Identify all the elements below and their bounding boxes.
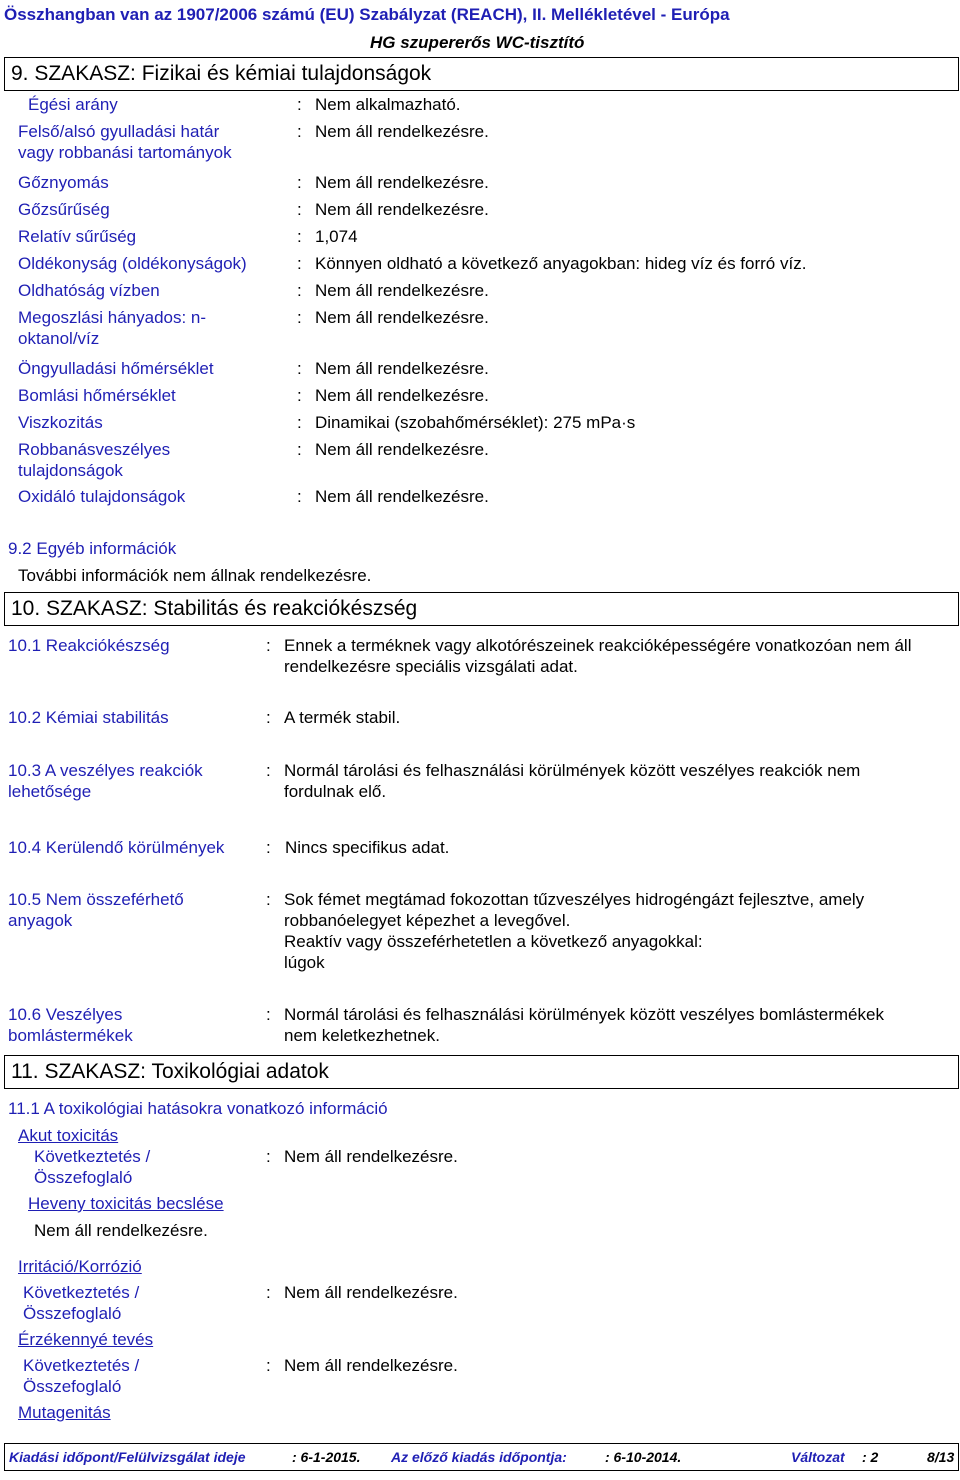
value-line: Normál tárolási és felhasználási körülmények között veszélyes bomlástermékek [284, 1005, 884, 1024]
label-line: Felső/alsó gyulladási határ [18, 122, 220, 141]
section-9-heading [4, 57, 959, 91]
label-line: 10.3 A veszélyes reakciók [8, 761, 203, 780]
decomposition-products-value [284, 1004, 884, 1046]
toxicological-info-heading: 11.1 A toxikológiai hatásokra vonatkozó információ [8, 1099, 388, 1118]
colon: : [297, 413, 302, 432]
acute-toxicity-estimate-heading: Heveny toxicitás becslése [28, 1194, 224, 1213]
section-9-heading-text: 9. SZAKASZ: Fizikai és kémiai tulajdonságok [11, 62, 432, 85]
prop-value-viscosity: Dinamikai (szobahőmérséklet): 275 mPa·s [315, 413, 636, 432]
mutagenicity-heading: Mutagenitás [18, 1403, 111, 1422]
issue-date-label: Kiadási időpont/Felülvizsgálat ideje [9, 1449, 246, 1465]
colon: : [266, 1147, 271, 1166]
colon: : [266, 838, 271, 857]
sensitization-heading: Érzékennyé tevés [18, 1330, 154, 1349]
prop-label-flammability-limits [18, 121, 232, 163]
prop-label-vapour-density: Gőzsűrűség [18, 200, 110, 219]
conclusion-label [23, 1282, 139, 1324]
acute-toxicity-conclusion-value: Nem áll rendelkezésre. [284, 1147, 458, 1166]
prop-label-decomposition-temp: Bomlási hőmérséklet [18, 386, 176, 405]
prop-label-explosive-properties [18, 439, 170, 481]
acute-toxicity-heading: Akut toxicitás [18, 1126, 119, 1145]
value-line: rendelkezésre speciális vizsgálati adat. [284, 657, 578, 676]
previous-date-value: : 6-10-2014. [605, 1449, 682, 1465]
hazardous-reactions-value [284, 760, 860, 802]
prop-label-oxidising-properties: Oxidáló tulajdonságok [18, 487, 186, 506]
conclusion-label [23, 1355, 139, 1397]
label-line: Következtetés / [23, 1283, 140, 1302]
irritation-conclusion-value: Nem áll rendelkezésre. [284, 1283, 458, 1302]
value-line: Ennek a terméknek vagy alkotórészeinek reakcióképességére vonatkozóan nem áll [284, 636, 912, 655]
value-line: Reaktív vagy összeférhetetlen a következő anyagokkal: [284, 932, 703, 951]
product-name: HG szupererős WC-tisztító [370, 33, 585, 52]
label-line: Robbanásveszélyes [18, 440, 171, 459]
label-line: lehetősége [8, 782, 92, 801]
label-line: bomlástermékek [8, 1026, 133, 1045]
colon: : [297, 487, 302, 506]
acute-toxicity-estimate-value: Nem áll rendelkezésre. [34, 1221, 208, 1240]
colon: : [297, 173, 302, 192]
prop-label-solubility: Oldékonyság (oldékonyságok) [18, 254, 247, 273]
issue-date-value: : 6-1-2015. [292, 1449, 361, 1465]
label-line: Megoszlási hányados: n- [18, 308, 207, 327]
version-label: Változat [791, 1449, 845, 1465]
chemical-stability-label: 10.2 Kémiai stabilitás [8, 708, 169, 727]
colon: : [297, 308, 302, 327]
value-line: robbanóelegyet képezhet a levegővel. [284, 911, 571, 930]
value-line: Normál tárolási és felhasználási körülmények között veszélyes reakciók nem [284, 761, 861, 780]
prop-label-partition-coefficient [18, 307, 206, 349]
prop-value-relative-density: 1,074 [315, 227, 358, 246]
previous-date-label: Az előző kiadás időpontja: [391, 1449, 567, 1465]
colon: : [266, 636, 271, 655]
chemical-stability-value: A termék stabil. [284, 708, 401, 727]
section-11-heading-text: 11. SZAKASZ: Toxikológiai adatok [11, 1060, 329, 1083]
document-regulation-title: Összhangban van az 1907/2006 számú (EU) Szabályzat (REACH), II. Mellékletével - Európa [4, 5, 730, 24]
section-11-heading [4, 1055, 959, 1089]
colon: : [266, 890, 271, 909]
prop-label-viscosity: Viszkozitás [18, 413, 103, 432]
prop-value-vapour-pressure: Nem áll rendelkezésre. [315, 173, 489, 192]
prop-label-relative-density: Relatív sűrűség [18, 227, 137, 246]
label-line: oktanol/víz [18, 329, 100, 348]
colon: : [266, 1356, 271, 1375]
prop-value-decomposition-temp: Nem áll rendelkezésre. [315, 386, 489, 405]
prop-label-autoignition-temp: Öngyulladási hőmérséklet [18, 359, 214, 378]
colon: : [297, 122, 302, 141]
conditions-to-avoid-label: 10.4 Kerülendő körülmények [8, 838, 225, 857]
sensitization-conclusion-value: Nem áll rendelkezésre. [284, 1356, 458, 1375]
label-line: 10.6 Veszélyes [8, 1005, 123, 1024]
reactivity-label: 10.1 Reakciókészség [8, 636, 170, 655]
label-line: Következtetés / [23, 1356, 140, 1375]
incompatible-materials-label [8, 889, 184, 931]
conditions-to-avoid-value: Nincs specifikus adat. [285, 838, 450, 857]
prop-value-partition-coefficient: Nem áll rendelkezésre. [315, 308, 489, 327]
label-line: Összefoglaló [34, 1168, 133, 1187]
colon: : [266, 761, 271, 780]
label-line: Összefoglaló [23, 1304, 122, 1323]
prop-value-water-solubility: Nem áll rendelkezésre. [315, 281, 489, 300]
decomposition-products-label [8, 1004, 133, 1046]
prop-value-autoignition-temp: Nem áll rendelkezésre. [315, 359, 489, 378]
colon: : [266, 1283, 271, 1302]
prop-value-flammability-limits: Nem áll rendelkezésre. [315, 122, 489, 141]
label-line: Összefoglaló [23, 1377, 122, 1396]
prop-value-vapour-density: Nem áll rendelkezésre. [315, 200, 489, 219]
prop-value-solubility: Könnyen oldható a következő anyagokban: hideg víz és forró víz. [315, 254, 807, 273]
prop-value-oxidising-properties: Nem áll rendelkezésre. [315, 487, 489, 506]
colon: : [266, 1005, 271, 1024]
section-10-heading-text: 10. SZAKASZ: Stabilitás és reakciókészség [11, 597, 418, 620]
prop-label-vapour-pressure: Gőznyomás [18, 173, 109, 192]
colon: : [266, 708, 271, 727]
page-number: 8/13 [927, 1449, 955, 1465]
other-info-heading: 9.2 Egyéb információk [8, 539, 177, 558]
version-value: : 2 [862, 1449, 879, 1465]
colon: : [297, 200, 302, 219]
colon: : [297, 254, 302, 273]
colon: : [297, 386, 302, 405]
prop-value-burning-rate: Nem alkalmazható. [315, 95, 461, 114]
value-line: lúgok [284, 953, 325, 972]
colon: : [297, 227, 302, 246]
label-line: Következtetés / [34, 1147, 151, 1166]
prop-label-burning-rate: Égési arány [28, 95, 118, 114]
reactivity-value [284, 635, 911, 677]
label-line: tulajdonságok [18, 461, 123, 480]
irritation-corrosion-heading: Irritáció/Korrózió [18, 1257, 142, 1276]
colon: : [297, 281, 302, 300]
value-line: fordulnak elő. [284, 782, 387, 801]
hazardous-reactions-label [8, 760, 203, 802]
label-line: 10.5 Nem összeférhető [8, 890, 184, 909]
colon: : [297, 440, 302, 459]
section-10-heading [4, 592, 959, 626]
conclusion-label [34, 1146, 150, 1188]
incompatible-materials-value [284, 889, 864, 973]
value-line: nem keletkezhetnek. [284, 1026, 440, 1045]
other-info-text: További információk nem állnak rendelkezésre. [18, 566, 372, 585]
label-line: anyagok [8, 911, 73, 930]
page-footer [4, 1443, 959, 1471]
colon: : [297, 359, 302, 378]
prop-value-explosive-properties: Nem áll rendelkezésre. [315, 440, 489, 459]
prop-label-water-solubility: Oldhatóság vízben [18, 281, 160, 300]
value-line: Sok fémet megtámad fokozottan tűzveszélyes hidrogéngázt fejlesztve, amely [284, 890, 865, 909]
colon: : [297, 95, 302, 114]
label-line: vagy robbanási tartományok [18, 143, 232, 162]
